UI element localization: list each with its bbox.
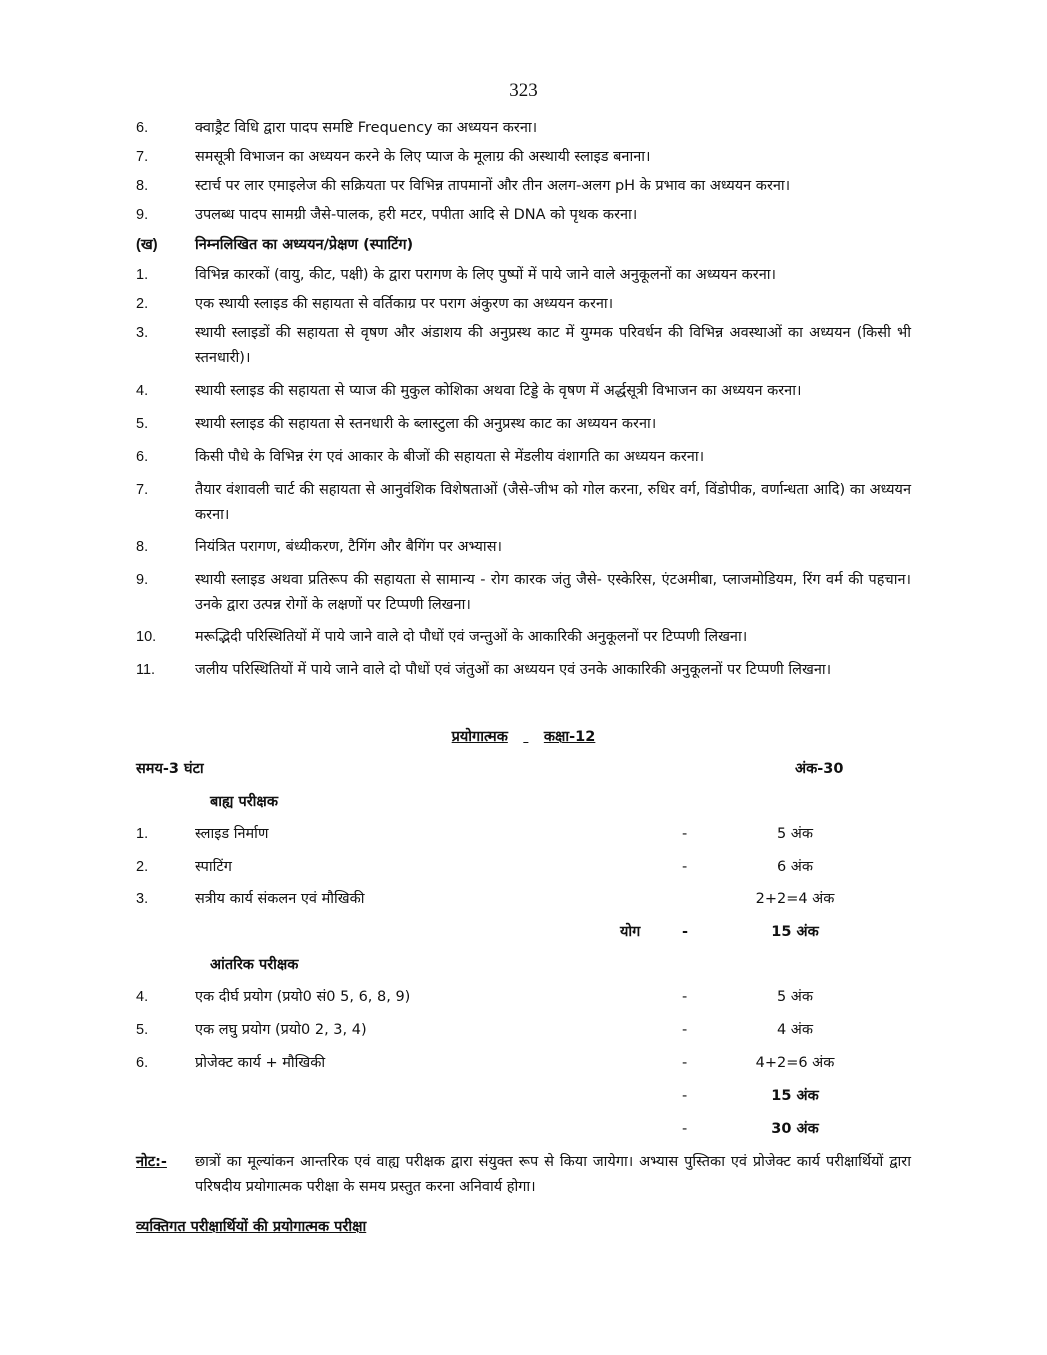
- list-item: [136, 292, 911, 317]
- list-item: [136, 174, 911, 199]
- row-marks: 4 अंक: [776, 1022, 814, 1038]
- item-number: 4.: [136, 383, 149, 399]
- item-text: स्थायी स्लाइड की सहायता से प्याज की मुकुल कोशिका अथवा टिड्डे के वृषण में अर्द्धसूत्री विभाजन का अध्ययन करना।: [195, 383, 802, 399]
- list-item: [136, 379, 911, 404]
- item-text: नियंत्रित परागण, बंध्यीकरण, टैगिंग और बैगिंग पर अभ्यास।: [195, 539, 502, 555]
- list-item: [136, 145, 911, 170]
- note-block: [0, 1150, 1047, 1205]
- internal-examiner-heading: आंतरिक परीक्षक: [210, 957, 299, 973]
- item-text: मरूद्भिदी परिस्थितियों में पाये जाने वाले दो पौधों एवं जन्तुओं के आकारिकी अनुकूलनों पर टिप्पणी लिखना।: [195, 629, 748, 645]
- item-text: उपलब्ध पादप सामग्री जैसे-पालक, हरी मटर, पपीता आदि से DNA को पृथक करना।: [195, 207, 638, 223]
- row-label: स्पाटिंग: [195, 859, 232, 875]
- row-number: 6.: [136, 1055, 149, 1071]
- row-marks: 4+2=6 अंक: [755, 1055, 835, 1071]
- item-number: 10.: [136, 629, 157, 645]
- row-dash: -: [682, 1121, 688, 1137]
- item-text: समसूत्री विभाजन का अध्ययन करने के लिए प्याज के मूलाग्र की अस्थायी स्लाइड बनाना।: [195, 149, 651, 165]
- closing-heading: व्यक्तिगत परीक्षार्थियों की प्रयोगात्मक परीक्षा: [136, 1219, 367, 1235]
- list-item: [136, 535, 911, 560]
- item-text: तैयार वंशावली चार्ट की सहायता से आनुवंशिक विशेषताओं (जैसे-जीभ को गोल करना, रुधिर वर्ग, विंडोपीक, वर्णान्धता आदि) का अध्ययन करना।: [195, 482, 911, 523]
- time-label: समय-3 घंटा: [136, 761, 204, 777]
- list-item: [136, 321, 911, 371]
- item-number: 5.: [136, 416, 149, 432]
- item-number: 7.: [136, 482, 149, 498]
- row-dash: -: [682, 1055, 688, 1071]
- row-marks: 15 अंक: [771, 924, 819, 940]
- marks-row: [0, 887, 1047, 912]
- practical-title-right: कक्षा-12: [543, 729, 596, 745]
- practical-title-left: प्रयोगात्मक: [451, 729, 508, 745]
- row-label: स्लाइड निर्माण: [195, 826, 269, 842]
- item-text: जलीय परिस्थितियों में पाये जाने वाले दो पौधों एवं जंतुओं का अध्ययन एवं उनके आकारिकी अनुकूलनों पर टिप्पणी लिखना।: [195, 662, 832, 678]
- row-number: 4.: [136, 989, 149, 1005]
- external-examiner-heading: बाह्य परीक्षक: [210, 794, 278, 810]
- marks-row: [0, 1018, 1047, 1043]
- list-item: [136, 445, 911, 470]
- list-item: [136, 263, 911, 288]
- list-item: [136, 478, 911, 528]
- list-item: [136, 412, 911, 437]
- item-number: 11.: [136, 662, 156, 678]
- section-b-heading: [136, 233, 911, 258]
- section-b-title: निम्नलिखित का अध्ययन/प्रेक्षण (स्पाटिंग): [195, 237, 414, 253]
- list-item: [136, 625, 911, 650]
- item-text: स्थायी स्लाइड की सहायता से स्तनधारी के ब्लास्टुला की अनुप्रस्थ काट का अध्ययन करना।: [195, 416, 657, 432]
- item-text: स्थायी स्लाइड अथवा प्रतिरूप की सहायता से सामान्य - रोग कारक जंतु जैसे- एस्केरिस, एंटअमीबा, प्लाजमोडियम, रिंग वर्म की पहचान। उनके द्वारा उत्पन्न रोगों के लक्षणों पर टिप्पणी लिखना।: [195, 572, 911, 613]
- row-marks: 5 अंक: [776, 989, 814, 1005]
- total-marks-label: अंक-30: [795, 761, 844, 777]
- row-number: 1.: [136, 826, 149, 842]
- row-number: 2.: [136, 859, 149, 875]
- item-text: किसी पौधे के विभिन्न रंग एवं आकार के बीजों की सहायता से मेंडलीय वंशागति का अध्ययन करना।: [195, 449, 705, 465]
- row-label: सत्रीय कार्य संकलन एवं मौखिकी: [195, 891, 365, 907]
- row-label: प्रोजेक्ट कार्य + मौखिकी: [195, 1055, 326, 1071]
- marks-row: [0, 1051, 1047, 1076]
- item-number: 9.: [136, 207, 149, 223]
- row-label: एक लघु प्रयोग (प्रयो0 2, 3, 4): [195, 1022, 367, 1038]
- item-text: क्वाड्रैट विधि द्वारा पादप समष्टि Frequency का अध्ययन करना।: [195, 120, 538, 136]
- row-label: एक दीर्घ प्रयोग (प्रयो0 सं0 5, 6, 8, 9): [195, 989, 411, 1005]
- item-number: 2.: [136, 296, 149, 312]
- grand-total-row: [0, 1117, 1047, 1142]
- item-number: 8.: [136, 539, 149, 555]
- item-text: एक स्थायी स्लाइड की सहायता से वर्तिकाग्र पर पराग अंकुरण का अध्ययन करना।: [195, 296, 614, 312]
- marks-row: [0, 985, 1047, 1010]
- row-marks: 30 अंक: [771, 1121, 819, 1137]
- item-number: 7.: [136, 149, 149, 165]
- row-number: 3.: [136, 891, 149, 907]
- total-label: योग: [620, 924, 641, 940]
- note-text: छात्रों का मूल्यांकन आन्तरिक एवं वाह्य परीक्षक द्वारा संयुक्त रूप से किया जायेगा। अभ्यास पुस्तिका एवं प्रोजेक्ट कार्य परीक्षार्थियों द्वारा परिषदीय प्रयोगात्मक परीक्षा के समय प्रस्तुत करना अनिवार्य होगा।: [195, 1154, 911, 1195]
- row-marks: 15 अंक: [771, 1088, 819, 1104]
- row-dash: -: [682, 859, 688, 875]
- row-number: 5.: [136, 1022, 149, 1038]
- marks-row: [0, 855, 1047, 880]
- item-text: विभिन्न कारकों (वायु, कीट, पक्षी) के द्वारा परागण के लिए पुष्पों में पाये जाने वाले अनुकूलनों का अध्ययन करना।: [195, 267, 777, 283]
- row-dash: -: [682, 989, 688, 1005]
- item-text: स्थायी स्लाइडों की सहायता से वृषण और अंडाशय की अनुप्रस्थ काट में युग्मक परिवर्धन की विभिन्न अवस्थाओं का अध्ययन (किसी भी स्तनधारी)।: [195, 325, 911, 366]
- list-item: [136, 658, 911, 683]
- row-dash: -: [682, 1088, 688, 1104]
- practical-title: [0, 726, 1047, 746]
- section-b-number: (ख): [136, 237, 158, 253]
- row-dash: -: [682, 1022, 688, 1038]
- item-number: 9.: [136, 572, 149, 588]
- note-label: नोट:-: [136, 1154, 167, 1170]
- item-number: 3.: [136, 325, 149, 341]
- title-gap: [508, 729, 544, 745]
- list-item: [136, 203, 911, 228]
- external-total-row: [0, 920, 1047, 945]
- item-number: 6.: [136, 449, 149, 465]
- list-item: [136, 568, 911, 618]
- item-number: 6.: [136, 120, 149, 136]
- item-number: 8.: [136, 178, 149, 194]
- row-marks: 2+2=4 अंक: [755, 891, 835, 907]
- row-dash: -: [682, 826, 688, 842]
- item-number: 1.: [136, 267, 149, 283]
- internal-total-row: [0, 1084, 1047, 1109]
- page-number: 323: [509, 80, 538, 101]
- row-marks: 6 अंक: [776, 859, 814, 875]
- row-marks: 5 अंक: [776, 826, 814, 842]
- list-item: [136, 116, 911, 141]
- item-text: स्टार्च पर लार एमाइलेज की सक्रियता पर विभिन्न तापमानों और तीन अलग-अलग pH के प्रभाव का अध्ययन करना।: [195, 178, 791, 194]
- marks-row: [0, 822, 1047, 847]
- row-dash: -: [682, 924, 689, 940]
